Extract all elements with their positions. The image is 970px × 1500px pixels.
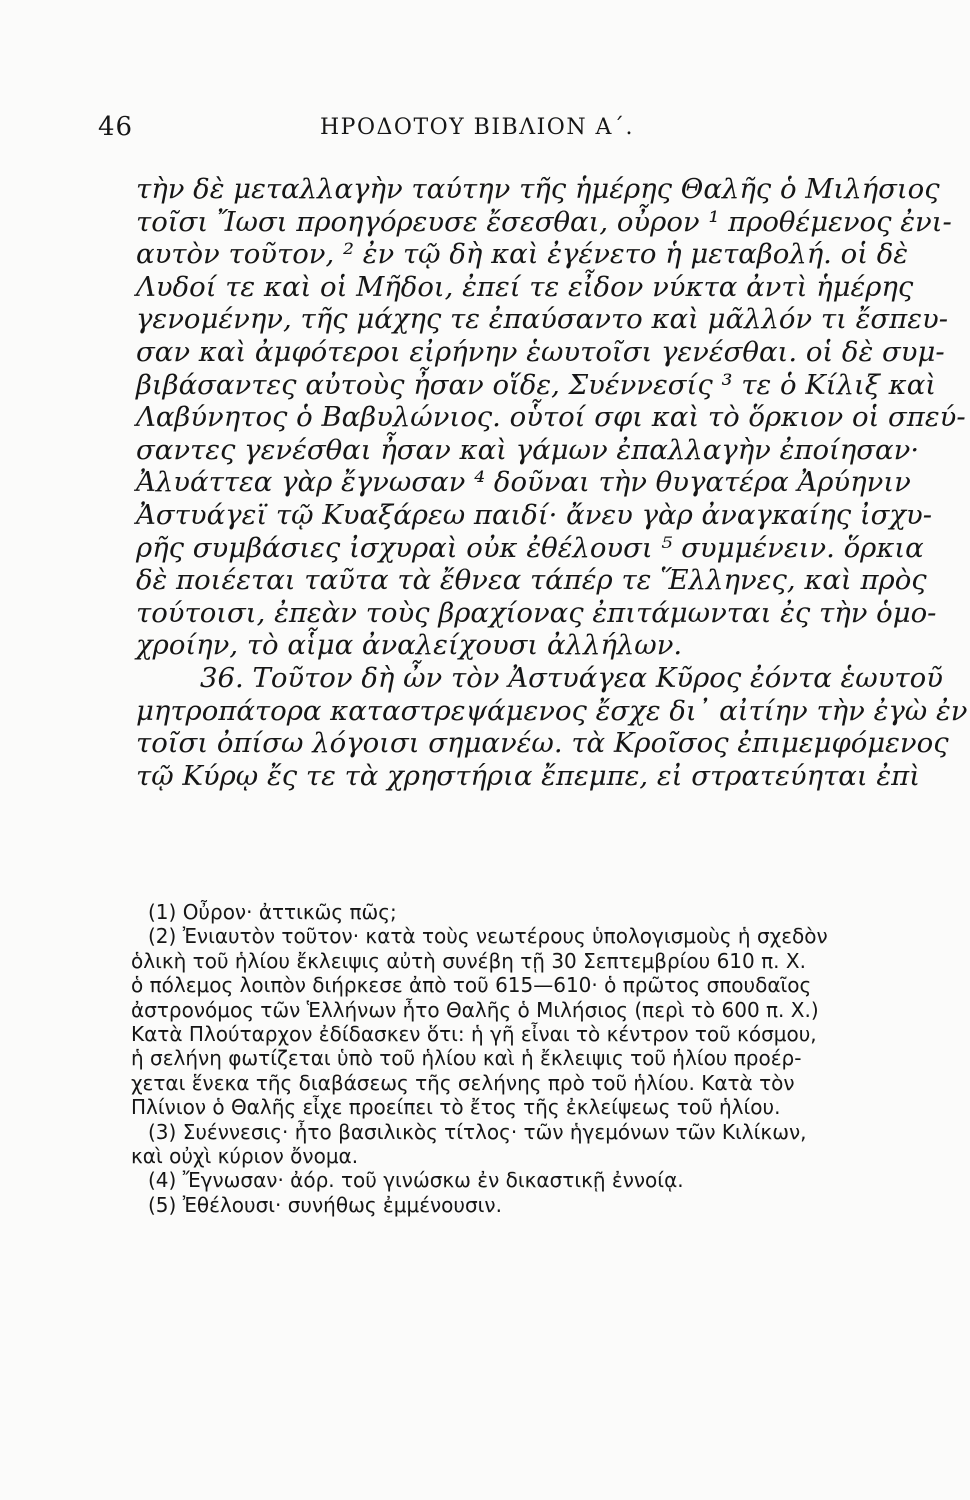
- running-title: ΗΡΟΔΟΤΟΥ ΒΙΒΛΙΟΝ Α΄.: [320, 115, 634, 140]
- text-line: Ἀστυάγεϊ τῷ Κυαξάρεω παιδί· ἄνευ γὰρ ἀναγκαίης ἰσχυ-: [136, 498, 933, 531]
- footnote-line: Πλίνιον ὁ Θαλῆς εἶχε προείπει τὸ ἔτος τῆς ἐκλείψεως τοῦ ἡλίου.: [131, 1095, 781, 1120]
- footnote-line: καὶ οὐχὶ κύριον ὄνομα.: [131, 1143, 359, 1168]
- text-line: σαν καὶ ἀμφότεροι εἰρήνην ἑωυτοῖσι γενέσθαι. οἱ δὲ συμ-: [136, 335, 945, 368]
- footnote-2: (2) Ἐνιαυτὸν τοῦτον· κατὰ τοὺς νεωτέρους ὑπολογισμοὺς ἡ σχεδὸν: [148, 924, 828, 949]
- text-line: χροίην, τὸ αἷμα ἀναλείχουσι ἀλλήλων.: [136, 629, 683, 662]
- text-line: τούτοισι, ἐπεὰν τοὺς βραχίονας ἐπιτάμωνται ἐς τὴν ὁμο-: [136, 596, 937, 629]
- text-line: τοῖσι Ἴωσι προηγόρευσε ἔσεσθαι, οὖρον ¹ προθέμενος ἐνι-: [136, 205, 952, 238]
- text-line: αυτὸν τοῦτον, ² ἐν τῷ δὴ καὶ ἐγένετο ἡ μεταβολή. οἱ δὲ: [136, 238, 909, 271]
- text-line: γενομένην, τῆς μάχης τε ἐπαύσαντο καὶ μᾶλλόν τι ἔσπευ-: [136, 303, 949, 336]
- main-text-block: [136, 173, 968, 792]
- footnote-3: (3) Συέννεσις· ἦτο βασιλικὸς τίτλος· τῶν ἡγεμόνων τῶν Κιλίκων,: [148, 1119, 807, 1144]
- text-line: Λυδοί τε καὶ οἱ Μῆδοι, ἐπεί τε εἶδον νύκτα ἀντὶ ἡμέρης: [136, 270, 914, 303]
- footnote-line: χεται ἕνεκα τῆς διαβάσεως τῆς σελήνης πρὸ τοῦ ἡλίου. Κατὰ τὸν: [131, 1070, 795, 1095]
- footnote-line: ὁλικὴ τοῦ ἡλίου ἔκλειψις αὐτὴ συνέβη τῇ 30 Σεπτεμβρίου 610 π. Χ.: [131, 948, 806, 973]
- text-line: Λαβύνητος ὁ Βαβυλώνιος. οὗτοί σφι καὶ τὸ ὅρκιον οἱ σπεύ-: [136, 401, 966, 434]
- chapter-start-line: 36. Τοῦτον δὴ ὦν τὸν Ἀστυάγεα Κῦρος ἐόντα ἑωυτοῦ: [200, 661, 943, 694]
- text-line: Ἀλυάττεα γὰρ ἔγνωσαν ⁴ δοῦναι τὴν θυγατέρα Ἀρύηνιν: [136, 466, 911, 499]
- text-line: μητροπάτορα καταστρεψάμενος ἔσχε δι᾽ αἰτίην τὴν ἐγὼ ἐν: [136, 694, 968, 727]
- page-number: 46: [98, 112, 134, 142]
- footnote-1: (1) Οὖρον· ἀττικῶς πῶς;: [148, 900, 397, 924]
- text-line: βιβάσαντες αὐτοὺς ἦσαν οἵδε, Συέννεσίς ³ τε ὁ Κίλιξ καὶ: [136, 368, 937, 401]
- footnote-line: Κατὰ Πλούταρχον ἐδίδασκεν ὅτι: ἡ γῆ εἶναι τὸ κέντρον τοῦ κόσμου,: [131, 1021, 817, 1046]
- footnote-line: ἡ σελήνη φωτίζεται ὑπὸ τοῦ ἡλίου καὶ ἡ ἔκλειψις τοῦ ἡλίου προέρ-: [131, 1046, 802, 1071]
- footnote-line: ἀστρονόμος τῶν Ἑλλήνων ἦτο Θαλῆς ὁ Μιλήσιος (περὶ τὸ 600 π. Χ.): [131, 997, 819, 1022]
- text-line: τοῖσι ὀπίσω λόγοισι σημανέω. τὰ Κροῖσος ἐπιμεμφόμενος: [136, 727, 949, 760]
- text-line: τῷ Κύρῳ ἔς τε τὰ χρηστήρια ἔπεμπε, εἰ στρατεύηται ἐπὶ: [136, 759, 921, 792]
- footnotes-block: [131, 900, 911, 1217]
- text-line: τὴν δὲ μεταλλαγὴν ταύτην τῆς ἡμέρης Θαλῆς ὁ Μιλήσιος: [136, 173, 940, 205]
- footnote-4: (4) Ἔγνωσαν· ἀόρ. τοῦ γινώσκω ἐν δικαστικῇ ἐννοίᾳ.: [148, 1168, 684, 1193]
- text-line: σαντες γενέσθαι ἦσαν καὶ γάμων ἐπαλλαγὴν ἐποίησαν·: [136, 433, 920, 466]
- text-line: ρῆς συμβάσιες ἰσχυραὶ οὐκ ἐθέλουσι ⁵ συμμένειν. ὅρκια: [136, 531, 924, 564]
- page-header: [98, 112, 868, 152]
- footnote-5: (5) Ἐθέλουσι· συνήθως ἐμμένουσιν.: [148, 1192, 502, 1217]
- footnote-line: ὁ πόλεμος λοιπὸν διήρκεσε ἀπὸ τοῦ 615—610· ὁ πρῶτος σπουδαῖος: [131, 973, 812, 998]
- text-line: δὲ ποιέεται ταῦτα τὰ ἔθνεα τάπέρ τε Ἕλληνες, καὶ πρὸς: [136, 564, 927, 597]
